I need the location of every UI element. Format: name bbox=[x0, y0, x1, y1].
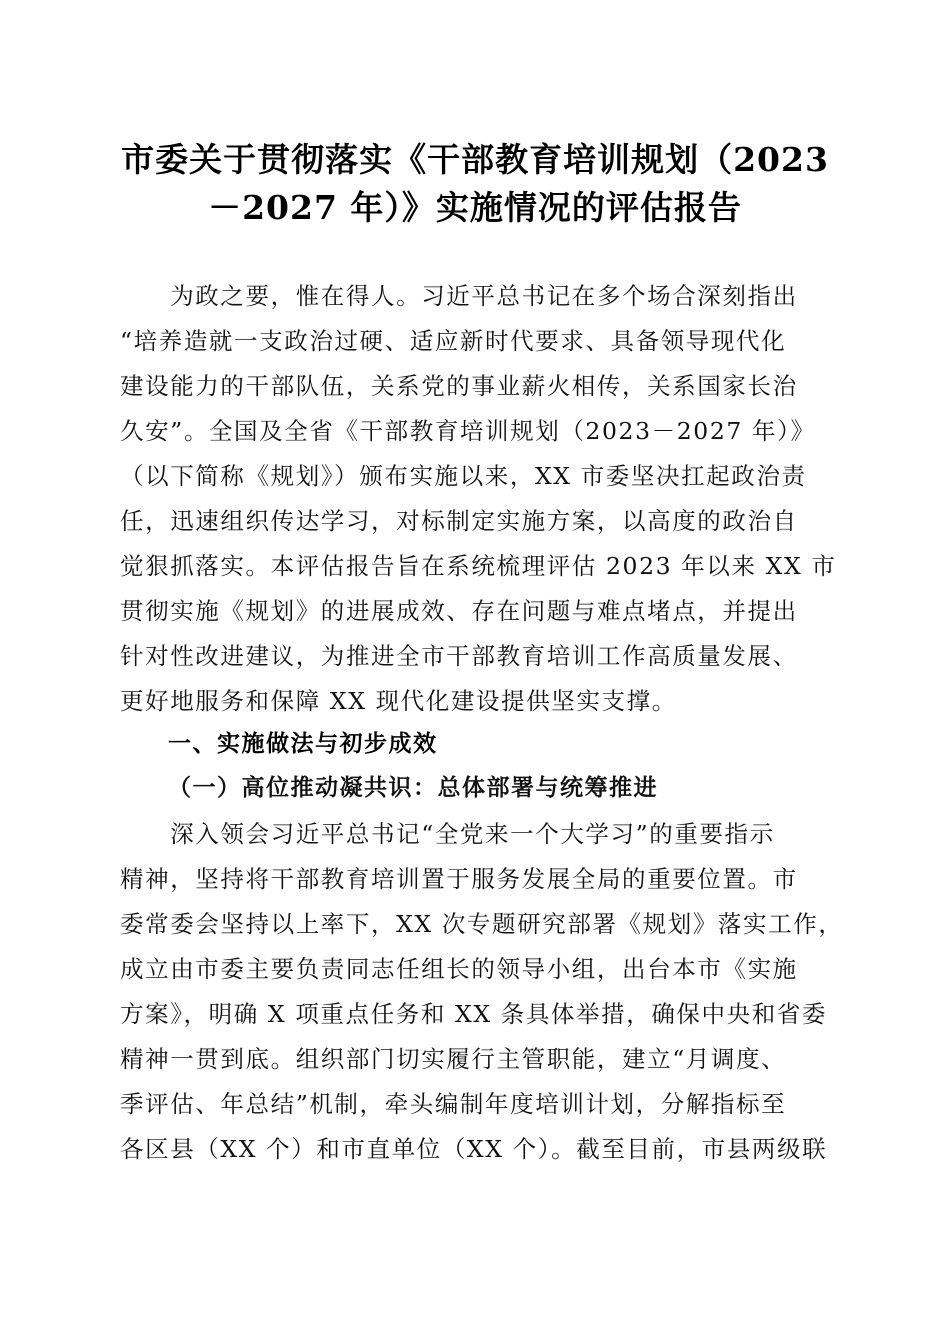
text-line: 任，迅速组织传达学习，对标制定实施方案，以高度的政治自 bbox=[120, 507, 798, 535]
text-line: 精神一贯到底。组织部门切实履行主管职能，建立“月调度、 bbox=[120, 1045, 787, 1073]
report-title bbox=[110, 136, 840, 232]
text-line: 方案》，明确 X 项重点任务和 XX 条具体举措，确保中央和省委 bbox=[120, 1000, 828, 1028]
text-line: 久安”。全国及全省《干部教育培训规划（2023－2027 年）》 bbox=[120, 417, 816, 445]
report-title-line-1: 市委关于贯彻落实《干部教育培训规划（2023 bbox=[121, 140, 829, 179]
section-heading: 一、实施做法与初步成效 bbox=[168, 731, 438, 757]
text-line: 深入领会习近平总书记“全党来一个大学习”的重要指示 bbox=[120, 820, 775, 848]
subsection-heading: （一）高位推动凝共识：总体部署与统筹推进 bbox=[168, 774, 658, 801]
text-line: 为政之要，惟在得人。习近平总书记在多个场合深刻指出 bbox=[120, 282, 798, 310]
report-title-line-2: －2027 年）》实施情况的评估报告 bbox=[208, 188, 742, 227]
text-line: 各区县（XX 个）和市直单位（XX 个）。截至目前，市县两级联 bbox=[120, 1135, 828, 1163]
text-line: 贯彻实施《规划》的进展成效、存在问题与难点堵点，并提出 bbox=[120, 597, 798, 625]
section-paragraph bbox=[120, 812, 844, 1172]
text-line: 季评估、年总结”机制，牵头编制年度培训计划，分解指标至 bbox=[120, 1090, 787, 1118]
text-line: 建设能力的干部队伍，关系党的事业薪火相传，关系国家长治 bbox=[120, 372, 798, 400]
text-line: 精神，坚持将干部教育培训置于服务发展全局的重要位置。市 bbox=[120, 865, 798, 893]
text-line: 觉狠抓落实。本评估报告旨在系统梳理评估 2023 年以来 XX 市 bbox=[120, 552, 837, 580]
text-line: “培养造就一支政治过硬、适应新时代要求、具备领导现代化 bbox=[120, 327, 787, 355]
text-line: 针对性改进建议，为推进全市干部教育培训工作高质量发展、 bbox=[120, 642, 798, 670]
text-line: （以下简称《规划》）颁布实施以来，XX 市委坚决扛起政治责 bbox=[120, 462, 807, 490]
text-line: 成立由市委主要负责同志任组长的领导小组，出台本市《实施 bbox=[120, 955, 798, 983]
intro-paragraph bbox=[120, 274, 840, 724]
text-line: 委常委会坚持以上率下，XX 次专题研究部署《规划》落实工作， bbox=[120, 910, 844, 938]
text-line: 更好地服务和保障 XX 现代化建设提供坚实支撑。 bbox=[120, 687, 677, 715]
